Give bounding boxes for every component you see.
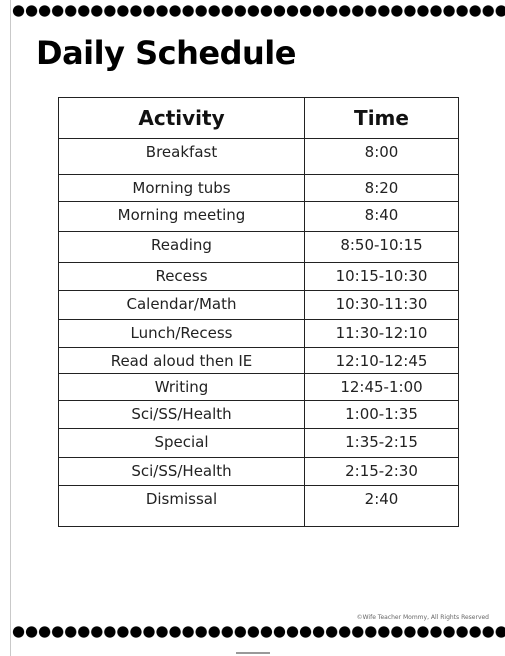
header-time: Time [305,98,459,139]
table-row [59,232,459,263]
activity-cell: Calendar/Math [59,291,305,320]
activity-cell: Dismissal [59,486,305,527]
time-cell: 8:00 [305,139,459,175]
table-row [59,139,459,175]
table-row [59,374,459,401]
activity-cell: Writing [59,374,305,401]
table-row [59,320,459,348]
schedule-table [58,97,459,527]
time-cell: 10:15-10:30 [305,263,459,291]
time-cell: 12:45-1:00 [305,374,459,401]
activity-cell: Reading [59,232,305,263]
time-cell: 10:30-11:30 [305,291,459,320]
time-cell: 2:15-2:30 [305,458,459,486]
table-row [59,348,459,374]
activity-cell: Lunch/Recess [59,320,305,348]
activity-cell: Morning meeting [59,202,305,232]
activity-cell: Breakfast [59,139,305,175]
time-cell: 1:00-1:35 [305,401,459,429]
table-row [59,401,459,429]
copyright-note: ©Wife Teacher Mommy, All Rights Reserved [356,614,489,621]
table-row [59,175,459,202]
time-cell: 8:20 [305,175,459,202]
table-row [59,202,459,232]
table-row [59,429,459,458]
time-cell: 1:35-2:15 [305,429,459,458]
activity-cell: Sci/SS/Health [59,458,305,486]
table-row [59,458,459,486]
table-row [59,291,459,320]
page-tab-marker [236,652,270,654]
top-dot-border [12,4,505,18]
table-row [59,486,459,527]
header-activity: Activity [59,98,305,139]
table-header-row [59,98,459,139]
time-cell: 12:10-12:45 [305,348,459,374]
table-row [59,263,459,291]
time-cell: 11:30-12:10 [305,320,459,348]
bottom-dot-border [12,625,505,639]
time-cell: 8:40 [305,202,459,232]
activity-cell: Morning tubs [59,175,305,202]
page-title: Daily Schedule [36,34,296,72]
time-cell: 8:50-10:15 [305,232,459,263]
time-cell: 2:40 [305,486,459,527]
page-left-edge [10,0,11,656]
activity-cell: Recess [59,263,305,291]
activity-cell: Sci/SS/Health [59,401,305,429]
activity-cell: Read aloud then IE [59,348,305,374]
activity-cell: Special [59,429,305,458]
